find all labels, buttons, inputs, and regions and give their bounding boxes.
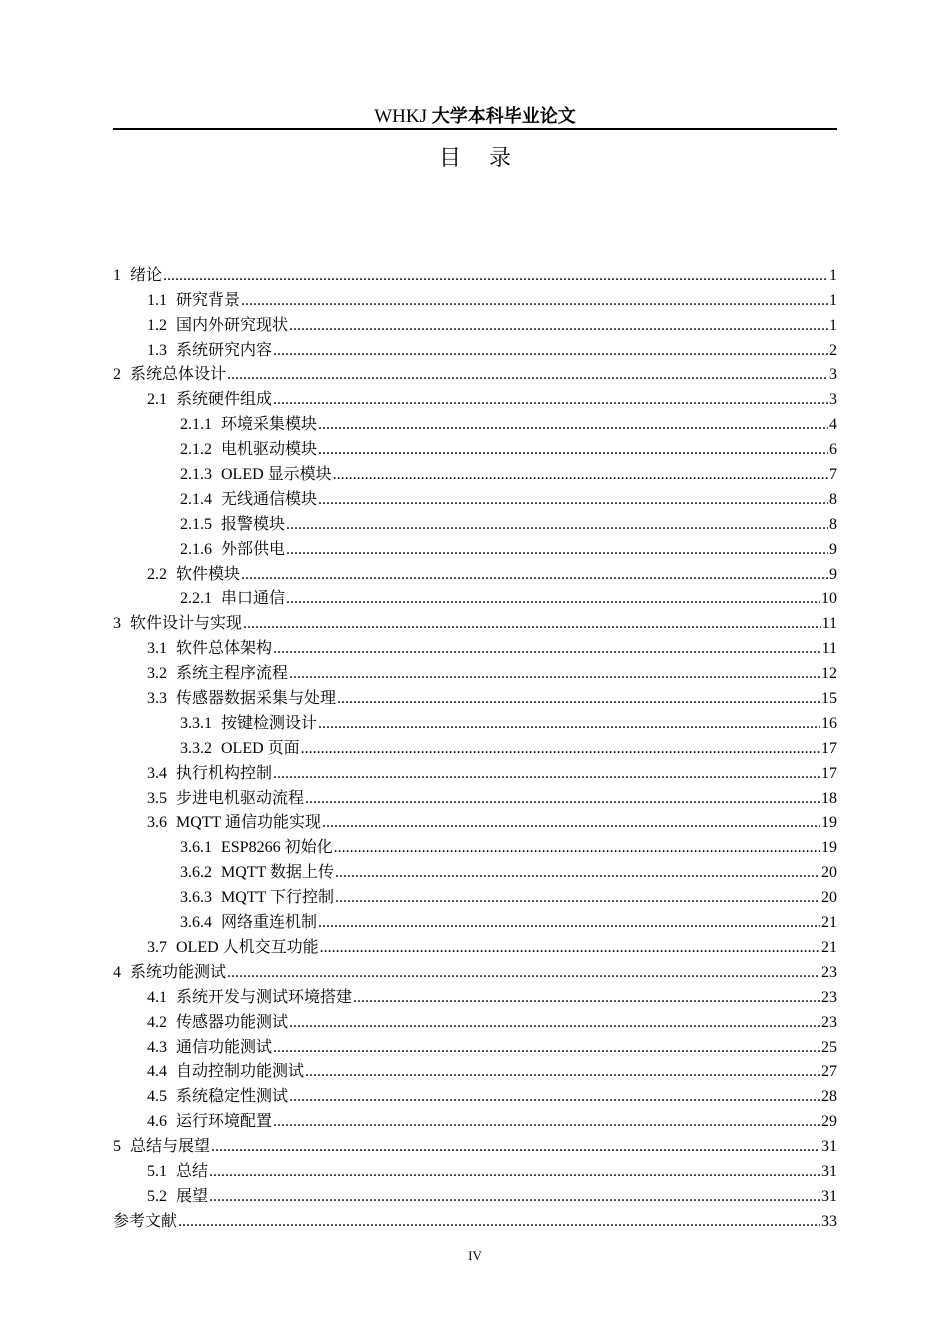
header-rule (113, 128, 837, 130)
toc-entry-label: 通信功能测试 (176, 1038, 273, 1056)
toc-dot-leader (337, 689, 820, 709)
toc-entry-page: 9 (829, 540, 837, 558)
toc-entry[interactable] (113, 361, 837, 386)
toc-entry-page: 31 (821, 1187, 837, 1205)
toc-entry-label: 软件设计与实现 (130, 615, 243, 633)
toc-entry-number: 2.1.3 (180, 466, 212, 484)
toc-entry-label: 外部供电 (221, 540, 286, 558)
toc-entry-page: 1 (829, 316, 837, 334)
toc-entry[interactable] (113, 759, 837, 784)
toc-entry[interactable] (113, 684, 837, 709)
toc-entry-label: 自动控制功能测试 (176, 1063, 305, 1081)
toc-entry-page: 11 (821, 615, 837, 633)
toc-entry-page: 10 (821, 590, 837, 608)
toc-dot-leader (273, 1038, 820, 1058)
toc-entry-label: 传感器功能测试 (176, 1013, 289, 1031)
running-header (113, 104, 837, 129)
toc-entry-label: MQTT 数据上传 (221, 864, 335, 882)
toc-dot-leader (320, 938, 820, 958)
toc-entry[interactable] (113, 734, 837, 759)
toc-entry-number: 3.6.4 (180, 914, 212, 932)
toc-entry-label: 电机驱动模块 (221, 441, 318, 459)
toc-entry-page: 19 (821, 814, 837, 832)
toc-entry-number: 3.3 (147, 690, 167, 708)
toc-entry-label: 国内外研究现状 (176, 316, 289, 334)
toc-entry-label: 系统总体设计 (130, 366, 227, 384)
toc-dot-leader (273, 341, 828, 361)
toc-entry-page: 31 (821, 1162, 837, 1180)
toc-entry[interactable] (113, 908, 837, 933)
toc-entry-page: 12 (821, 665, 837, 683)
toc-entry-page: 8 (829, 515, 837, 533)
toc-entry[interactable] (113, 510, 837, 535)
toc-entry-page: 1 (829, 266, 837, 284)
toc-entry-number: 2.1.5 (180, 515, 212, 533)
toc-entry-page: 28 (821, 1088, 837, 1106)
toc-dot-leader (286, 589, 820, 609)
toc-entry-label: 软件总体架构 (176, 640, 273, 658)
toc-entry-page: 27 (821, 1063, 837, 1081)
toc-dot-leader (241, 565, 828, 585)
toc-dot-leader (209, 1187, 820, 1207)
toc-entry-page: 23 (821, 988, 837, 1006)
toc-entry-number: 5 (113, 1138, 121, 1156)
toc-entry-page: 29 (821, 1113, 837, 1131)
toc-entry[interactable] (113, 1082, 837, 1107)
toc-dot-leader (305, 789, 820, 809)
toc-entry-page: 6 (829, 441, 837, 459)
toc-entry-number: 4.6 (147, 1113, 167, 1131)
toc-entry-number: 3.6.3 (180, 889, 212, 907)
toc-entry-label: OLED 页面 (221, 739, 300, 757)
toc-entry[interactable] (113, 435, 837, 460)
toc-entry-number: 4.5 (147, 1088, 167, 1106)
header-thesis-label: 大学本科毕业论文 (431, 106, 576, 127)
toc-entry-number: 2.1.6 (180, 540, 212, 558)
toc-entry[interactable] (113, 1157, 837, 1182)
toc-entry[interactable] (113, 560, 837, 585)
toc-entry-number: 5.1 (147, 1162, 167, 1180)
toc-dot-leader (227, 365, 828, 385)
toc-entry[interactable] (113, 311, 837, 336)
toc-entry[interactable] (113, 634, 837, 659)
toc-entry[interactable] (113, 709, 837, 734)
toc-entry-number: 3.1 (147, 640, 167, 658)
toc-entry-label: 系统功能测试 (130, 963, 227, 981)
toc-entry-page: 15 (821, 690, 837, 708)
toc-entry-label: 总结 (176, 1162, 209, 1180)
toc-entry-number: 3.5 (147, 789, 167, 807)
toc-entry[interactable] (113, 833, 837, 858)
toc-entry-page: 9 (829, 565, 837, 583)
toc-entry-page: 23 (821, 963, 837, 981)
toc-entry-number: 3.3.2 (180, 739, 212, 757)
toc-dot-leader (318, 490, 828, 510)
toc-entry-label: 软件模块 (176, 565, 241, 583)
toc-dot-leader (241, 291, 828, 311)
toc-entry[interactable] (113, 1132, 837, 1157)
toc-dot-leader (273, 639, 821, 659)
toc-entry[interactable] (113, 784, 837, 809)
toc-entry-label: MQTT 通信功能实现 (176, 814, 322, 832)
toc-entry-label: 系统稳定性测试 (176, 1088, 289, 1106)
toc-entry-number: 4.1 (147, 988, 167, 1006)
toc-entry[interactable] (113, 1058, 837, 1083)
toc-entry-number: 4.3 (147, 1038, 167, 1056)
toc-dot-leader (273, 1112, 820, 1132)
toc-entry-number: 1.3 (147, 341, 167, 359)
toc-dot-leader (318, 415, 828, 435)
toc-entry[interactable] (113, 385, 837, 410)
toc-entry-number: 3.6.2 (180, 864, 212, 882)
header-university-code: WHKJ (374, 106, 428, 127)
toc-entry-label: 执行机构控制 (176, 764, 273, 782)
toc-entry-number: 2.1.2 (180, 441, 212, 459)
toc-entry-page: 16 (821, 714, 837, 732)
toc-entry[interactable] (113, 1008, 837, 1033)
toc-dot-leader (318, 714, 820, 734)
toc-entry[interactable] (113, 1033, 837, 1058)
toc-entry-number: 2.2.1 (180, 590, 212, 608)
toc-entry-label: ESP8266 初始化 (221, 839, 333, 857)
toc-entry-label: 报警模块 (221, 515, 286, 533)
toc-entry-label: 网络重连机制 (221, 914, 318, 932)
toc-dot-leader (211, 1137, 820, 1157)
toc-entry-page: 8 (829, 490, 837, 508)
toc-dot-leader (318, 913, 820, 933)
toc-entry-page: 17 (821, 764, 837, 782)
toc-dot-leader (289, 316, 828, 336)
toc-entry-label: 系统主程序流程 (176, 665, 289, 683)
toc-entry-number: 3.3.1 (180, 714, 212, 732)
toc-entry[interactable] (113, 336, 837, 361)
toc-dot-leader (353, 988, 820, 1008)
toc-entry-number: 3.2 (147, 665, 167, 683)
toc-entry-page: 19 (821, 839, 837, 857)
toc-entry-number: 4.2 (147, 1013, 167, 1031)
toc-entry-label: 展望 (176, 1187, 209, 1205)
toc-dot-leader (318, 440, 828, 460)
toc-entry-label: OLED 显示模块 (221, 466, 332, 484)
table-of-contents (113, 261, 837, 1232)
toc-dot-leader (322, 813, 820, 833)
toc-dot-leader (333, 465, 828, 485)
toc-entry[interactable] (113, 286, 837, 311)
toc-entry-label: OLED 人机交互功能 (176, 938, 319, 956)
toc-entry-page: 4 (829, 416, 837, 434)
toc-entry-number: 3 (113, 615, 121, 633)
toc-dot-leader (286, 515, 828, 535)
toc-entry[interactable] (113, 460, 837, 485)
toc-entry[interactable] (113, 933, 837, 958)
toc-entry-page: 23 (821, 1013, 837, 1031)
toc-entry-number: 3.7 (147, 938, 167, 956)
toc-entry[interactable] (113, 1107, 837, 1132)
toc-dot-leader (209, 1162, 820, 1182)
toc-entry-label: 按键检测设计 (221, 714, 318, 732)
toc-entry[interactable] (113, 983, 837, 1008)
toc-entry-page: 25 (821, 1038, 837, 1056)
toc-entry-label: 传感器数据采集与处理 (176, 690, 337, 708)
toc-entry-label: 绪论 (130, 266, 163, 284)
toc-entry-number: 3.4 (147, 764, 167, 782)
toc-entry-number: 2.1.1 (180, 416, 212, 434)
toc-dot-leader (243, 614, 821, 634)
toc-entry-page: 11 (821, 640, 837, 658)
toc-entry-page: 33 (821, 1212, 837, 1230)
toc-entry-label: 总结与展望 (130, 1138, 211, 1156)
toc-entry-label: 研究背景 (176, 291, 241, 309)
toc-entry[interactable] (113, 958, 837, 983)
toc-entry-number: 1 (113, 266, 121, 284)
toc-entry-label: 系统硬件组成 (176, 391, 273, 409)
toc-entry[interactable] (113, 609, 837, 634)
toc-entry-page: 21 (821, 914, 837, 932)
toc-entry[interactable] (113, 659, 837, 684)
toc-entry[interactable] (113, 535, 837, 560)
toc-dot-leader (289, 664, 820, 684)
toc-entry[interactable] (113, 883, 837, 908)
toc-entry-page: 18 (821, 789, 837, 807)
toc-entry-page: 31 (821, 1138, 837, 1156)
toc-entry-label: MQTT 下行控制 (221, 889, 335, 907)
toc-entry-number: 1.2 (147, 316, 167, 334)
toc-dot-leader (289, 1087, 820, 1107)
toc-dot-leader (273, 764, 820, 784)
toc-entry[interactable] (113, 858, 837, 883)
toc-entry-label: 系统开发与测试环境搭建 (176, 988, 353, 1006)
toc-entry-number: 2 (113, 366, 121, 384)
toc-entry-label: 环境采集模块 (221, 416, 318, 434)
toc-entry-label: 运行环境配置 (176, 1113, 273, 1131)
toc-dot-leader (227, 963, 820, 983)
toc-entry[interactable] (113, 1207, 837, 1232)
toc-entry-page: 2 (829, 341, 837, 359)
toc-entry-label: 步进电机驱动流程 (176, 789, 305, 807)
toc-entry-page: 1 (829, 291, 837, 309)
toc-entry-page: 17 (821, 739, 837, 757)
toc-dot-leader (163, 266, 828, 286)
toc-dot-leader (305, 1062, 820, 1082)
toc-entry-number: 5.2 (147, 1187, 167, 1205)
toc-entry-number: 4 (113, 963, 121, 981)
toc-dot-leader (286, 540, 828, 560)
toc-entry-page: 20 (821, 864, 837, 882)
page-number: IV (468, 1248, 482, 1263)
toc-entry[interactable] (113, 261, 837, 286)
toc-dot-leader (273, 390, 828, 410)
toc-entry-label: 串口通信 (221, 590, 286, 608)
toc-entry-number: 2.1.4 (180, 490, 212, 508)
toc-entry[interactable] (113, 585, 837, 610)
toc-dot-leader (334, 838, 820, 858)
toc-entry-number: 4.4 (147, 1063, 167, 1081)
page-title: 目录 (438, 146, 539, 171)
toc-entry[interactable] (113, 809, 837, 834)
toc-dot-leader (301, 739, 820, 759)
toc-entry-number: 2.1 (147, 391, 167, 409)
toc-entry-number: 3.6 (147, 814, 167, 832)
toc-dot-leader (178, 1212, 820, 1232)
toc-entry-number: 2.2 (147, 565, 167, 583)
toc-entry[interactable] (113, 410, 837, 435)
toc-entry-label: 无线通信模块 (221, 490, 318, 508)
toc-entry-label: 参考文献 (113, 1212, 178, 1230)
toc-entry-page: 21 (821, 938, 837, 956)
toc-dot-leader (335, 888, 820, 908)
toc-entry-page: 3 (829, 391, 837, 409)
toc-entry-page: 20 (821, 889, 837, 907)
toc-dot-leader (289, 1013, 820, 1033)
toc-entry-number: 3.6.1 (180, 839, 212, 857)
toc-entry-page: 3 (829, 366, 837, 384)
toc-entry[interactable] (113, 1182, 837, 1207)
toc-entry-number: 1.1 (147, 291, 167, 309)
toc-entry-page: 7 (829, 466, 837, 484)
toc-entry[interactable] (113, 485, 837, 510)
toc-entry-label: 系统研究内容 (176, 341, 273, 359)
toc-dot-leader (335, 863, 820, 883)
